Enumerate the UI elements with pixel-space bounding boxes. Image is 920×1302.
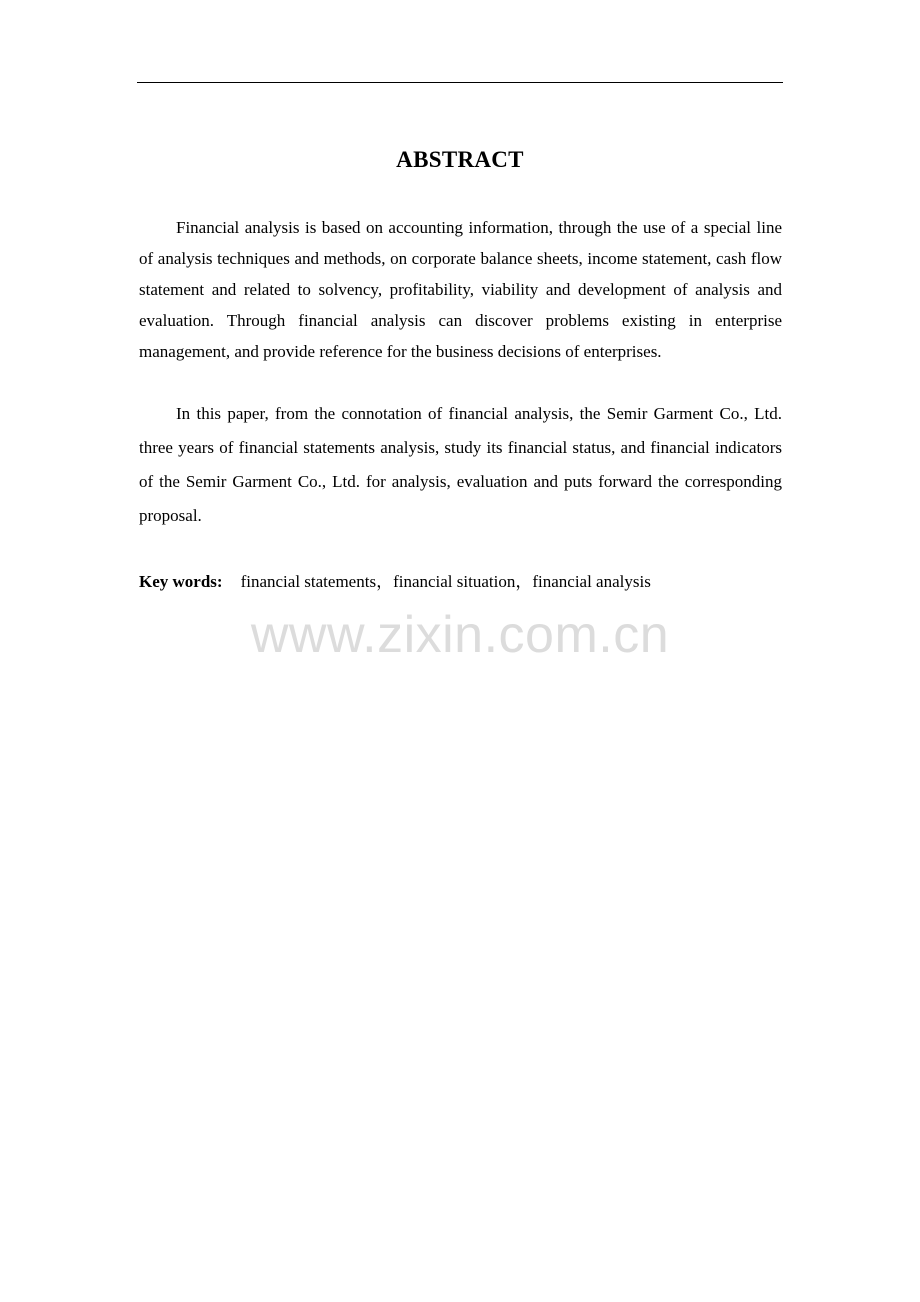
- keyword-item: financial situation: [393, 572, 516, 591]
- keyword-separator: ，: [515, 572, 533, 591]
- abstract-paragraph-1: Financial analysis is based on accounting information, through the use of a special line of analysis techniques and methods, on corporate balance sheets, income statement, cash flow statement and related to solvency, profitability, viability and development of analysis and evaluation. Through financial analysis can discover problems existing in enterprise management, and provide reference for the business decisions of enterprises.: [139, 218, 782, 361]
- header-rule: [137, 82, 783, 83]
- keywords-line: [139, 568, 782, 596]
- abstract-title: ABSTRACT: [396, 147, 524, 172]
- keyword-item: financial analysis: [532, 572, 651, 591]
- abstract-paragraph-2: In this paper, from the connotation of financial analysis, the Semir Garment Co., Ltd. three years of financial statements analysis, study its financial status, and financial indicators of the Semir Garment Co., Ltd. for analysis, evaluation and puts forward the corresponding proposal.: [139, 404, 782, 525]
- keyword-separator: ，: [376, 572, 394, 591]
- keyword-item: financial statements: [240, 572, 377, 591]
- watermark-text: www.zixin.com.cn: [250, 606, 670, 664]
- keywords-label: Key words:: [139, 572, 223, 591]
